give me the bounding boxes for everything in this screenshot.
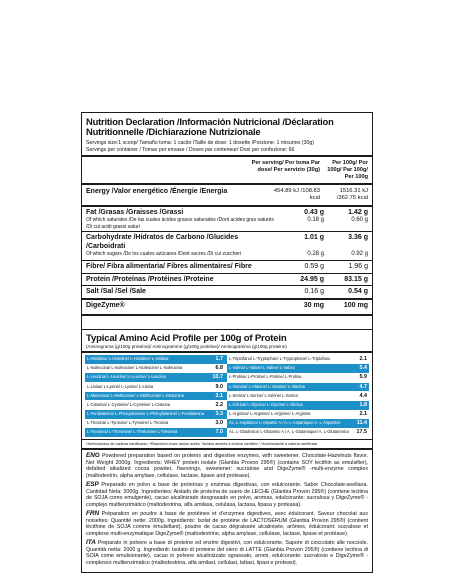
ingredients-text: Powdered preparation based on proteins and digestive enzymes, with sweetener. Chocolate-Hazelnuts flavor. Net Weight 2000g. Ingredients: WHEY protein isolate (Glanbia Provon 295®) (contains SOY lecithin as emulsifier), defatted alkalized cocoa powder, flavorings, sweetener: sucralose and DigeZyme® -multi-enzyme complex (maltodextrin, alpha amylase, cellulase, lactase, lipase and protease). xyxy=(86,452,368,480)
amino-value: 4.7 xyxy=(359,383,367,390)
amino-row xyxy=(85,428,369,437)
protein-label: Protein /Proteínas /Protéines /Proteine xyxy=(86,275,214,283)
amino-name: L-Tirosina/ L-Tyrosine/ L-Tyrosine/ L-Tirosina xyxy=(87,420,169,426)
amino-name: L-Triptófano/ L-Tryptophan/ L-Tryptophane/ L-Triptofano xyxy=(229,355,331,361)
amino-name: L-Isoleucina/ L-Isoleucine/ L-Isoleucine/ L-Isoleucina xyxy=(87,365,183,371)
amino-name: L-Valina/ L-Valine/ L-Valine/ L-Valina xyxy=(229,365,295,371)
amino-value: 2.2 xyxy=(215,401,223,408)
ingredients-paragraph xyxy=(86,481,368,509)
saturates-per-100g: 0.60 g xyxy=(351,217,368,224)
amino-cell-left xyxy=(85,401,227,410)
amino-cell-right xyxy=(227,355,369,364)
protein-per-serving: 24.95 g xyxy=(300,275,324,283)
amino-cell-right xyxy=(227,364,369,373)
amino-value: 10.7 xyxy=(212,374,223,381)
amino-value: 1.7 xyxy=(215,355,223,362)
amino-name: Ác. L-Glutámico/ L-Glutamic A./ A. L-Glutamique/ A. L-Glutammico xyxy=(229,429,350,435)
amino-row xyxy=(85,419,369,428)
amino-cell-left xyxy=(85,392,227,401)
amino-value: 3.0 xyxy=(215,420,223,427)
amino-cell-right xyxy=(227,373,369,382)
digezyme-per-100g: 100 mg xyxy=(343,302,368,310)
fibre-row xyxy=(82,261,372,274)
amino-name: L-Arginina/ L-Arginine/ L-Arginine/ L-Arginina xyxy=(229,411,311,417)
amino-cell-right xyxy=(227,401,369,410)
ingredients-block xyxy=(82,448,372,572)
sugars-label: Of which sugars /De los cuales azúcares /Dont sucres /Di cui zuccheri xyxy=(86,251,242,258)
amino-cell-right xyxy=(227,410,369,419)
amino-value: 17.5 xyxy=(356,429,367,436)
amino-cell-left xyxy=(85,383,227,392)
amino-title: Typical Amino Acid Profile per 100g of Protein xyxy=(86,332,287,344)
amino-value: 7.0 xyxy=(215,429,223,436)
ingredients-text: Preparato in polvere a base di proteine ed enzimi digestivi, con edulcorante. Sapore di cioccolato alle nocciole. Quantità netta: 2000 g. Ingredienti: Isolato di proteine del siero di LATTE (Glanbia Provon 295®) (contiene lecitina di SOIA come emulsionante), cacao in polvere alcalinizzato sgrassato, aromi, edulcorante: sucralosio e DigeZyme® -complesso multienzimatico (maltodestrina, alfa amilasi, cellulasi, lattasi, lipasi e proteasi). xyxy=(86,539,368,567)
amino-value: 2.1 xyxy=(359,411,367,418)
digezyme-per-serving: 30 mg xyxy=(303,302,324,310)
servings-per-container: Servings per container / Tomas por envase / Doses par conteneur/ Dosi per confezione: 66 xyxy=(86,146,295,153)
amino-value: 5.4 xyxy=(359,365,367,372)
digezyme-label: DigeZyme® xyxy=(86,302,125,310)
carbohydrate-per-serving: 1.01 g xyxy=(304,233,324,241)
amino-cell-left xyxy=(85,373,227,382)
energy-per-serving: 454.89 kJ /108.83 kcal xyxy=(273,188,320,202)
amino-cell-left xyxy=(85,355,227,364)
protein-per-100g: 83.15 g xyxy=(344,275,368,283)
amino-subtitle: (Aminograma (g/100g proteína)/ Aminogramme (g/100g protéine)/ Aminogramma (g/100g proteine) xyxy=(82,344,372,353)
ingredients-text: Preparado en polvo a base de proteínas y enzimas digestivas, con edulcorante. Sabor Chocolate-avellana. Cantidad Neta: 2000g. Ingredientes: Aislado de proteína de suero de LECHE (Glanbia Provon 295®) (contiene lecitina de SOJA como emulgente), cacao alcalinizado desgrasado en polvo, aromas, edulcorante: sucralosa y DigeZyme® -complejo multienzimático (maltodextrina, alfa amilasa, celulasa, lactasa, lipasa y proteasa). xyxy=(86,481,368,509)
digezyme-row xyxy=(82,300,372,316)
fat-per-100g: 1.42 g xyxy=(348,208,368,216)
amino-row xyxy=(85,392,369,401)
col-per-serving: Per serving/ Por toma Par dose/ Per servizio (30g) xyxy=(251,160,320,174)
ingredients-paragraph xyxy=(86,539,368,567)
saturates-label: Of which saturates /De las cuales ácidos grasos saturados /Dont acides gras saturés /Di cui acidi grassi saturi xyxy=(86,217,274,230)
amino-name: L-Glicina/ L-Glycine/ L-Glycine/ L-Glicina xyxy=(229,401,303,407)
salt-per-100g: 0.54 g xyxy=(348,288,368,296)
sugars-per-serving: 0.28 g xyxy=(307,251,324,258)
amino-cell-left xyxy=(85,419,227,428)
amino-value: 4.4 xyxy=(359,392,367,399)
amino-name: L-Serina/ L-Serine/ L-Sérine/ L-Serina xyxy=(229,392,298,398)
serving-info xyxy=(82,140,372,158)
sugars-per-100g: 0.92 g xyxy=(351,251,368,258)
amino-name: L-Leucina/ L-Leucine/ L-Leucine/ L-Leucina xyxy=(87,374,166,380)
energy-row xyxy=(82,185,372,206)
amino-cell-right xyxy=(227,383,369,392)
energy-label: Energy /Valor energético /Énergie /Energia xyxy=(86,188,228,196)
amino-row xyxy=(85,383,369,392)
energy-per-100g: 1516.31 kJ /362.75 kcal xyxy=(336,188,368,202)
carbohydrate-block xyxy=(82,232,372,261)
amino-cell-left xyxy=(85,364,227,373)
amino-row xyxy=(85,373,369,382)
amino-row xyxy=(85,401,369,410)
amino-name: L-Histidina/ L-Histidine/ L-Histidine/ L-Istidina xyxy=(87,355,169,361)
amino-row xyxy=(85,410,369,419)
serving-size: Servings size:1 scoop/ Tamaño toma: 1 cacito /Taille de dose: 1 dosette /Porzione: 1 misurino (30g) xyxy=(86,139,314,146)
amino-value: 6.8 xyxy=(215,365,223,372)
ingredients-paragraph xyxy=(86,510,368,538)
language-code: ENG xyxy=(86,451,100,459)
amino-row xyxy=(85,364,369,373)
ingredients-paragraph xyxy=(86,452,368,480)
amino-value: 9.0 xyxy=(215,383,223,390)
ingredients-text: Préparation en poudre à base de protéines et d'enzymes digestives, avec édulcorant. Saveur chocolat aux noisettes. Quantité nette: 2000g. Ingrédients: Isolat de protéine de LACTOSÉRUM (Glanbia Provon 295®) (contient lécithine de SOJA comme émulsifiant), poudre de cacao dégraissée alcalinisée, arômes, édulcorant: sucralose et complexe multi-enzymatique DigeZyme® (maltodextrine, alpha amylase, cellulase, lactase, lipase et protéase). xyxy=(86,510,368,538)
salt-per-serving: 0.16 g xyxy=(304,288,324,296)
amino-cell-left xyxy=(85,410,227,419)
amino-name: L-Lisina/ L-Lysine/ L-Lysine/ L-Lisina xyxy=(87,383,154,389)
nutrition-label xyxy=(81,112,373,573)
amino-value: 2.1 xyxy=(359,355,367,362)
amino-cell-left xyxy=(85,428,227,437)
amino-grid xyxy=(82,353,372,439)
amino-cell-right xyxy=(227,392,369,401)
amino-footnote: *Aminoácidos de cadena ramificada / *Branched-chain amino acids/ *Acides aminés à chaîne ramifiée / *Amminoacidi a catena ramificata xyxy=(82,439,372,448)
salt-label: Salt /Sal /Sel /Sale xyxy=(86,288,146,296)
carbohydrate-label: Carbohydrate /Hidratos de Carbono /Glucides /Carboidrati xyxy=(86,233,239,250)
amino-name: L-Prolina/ L-Proline/ L-Proline/ L-Prolina xyxy=(229,374,302,380)
amino-name: L-Fenilalanina/ L-Phenylalanine/ L-Phénylalanine/ L-Fenilalanina xyxy=(87,411,204,417)
amino-name: L-Cisteína/ L-Cysteine/ L-Cystéine/ L-Cisteina xyxy=(87,401,171,407)
nutrition-header-row xyxy=(82,157,372,185)
amino-name: L-Alanina/ L-Alanine/ L-Alanine/ L-Alanina xyxy=(229,383,306,389)
amino-name: L-Treonina/ L-Threonine/ L-Thréonine/ L-Treonina xyxy=(87,429,178,435)
carbohydrate-per-100g: 3.36 g xyxy=(348,233,368,241)
fat-per-serving: 0.43 g xyxy=(304,208,324,216)
fibre-per-100g: 1.96 g xyxy=(348,262,368,270)
nutrition-title: Nutrition Declaration /Información Nutricional /Déclaration Nutritionnelle /Dichiarazione Nutrizionale xyxy=(86,116,334,137)
amino-cell-right xyxy=(227,428,369,437)
amino-value: 1.8 xyxy=(359,401,367,408)
amino-name: L-Metionina/ L-Methionine/ L-Méthionine/ L-Metionina xyxy=(87,392,184,398)
amino-value: 2.1 xyxy=(215,392,223,399)
language-code: ESP xyxy=(86,480,99,488)
fat-label: Fat /Grasas /Graisses /Grassi xyxy=(86,208,184,216)
amino-value: 3.3 xyxy=(215,411,223,418)
language-code: ITA xyxy=(86,538,96,546)
amino-row xyxy=(85,355,369,364)
amino-value: 11.4 xyxy=(356,420,367,427)
salt-row xyxy=(82,286,372,300)
col-per-100g: Per 100g/ Por 100g/ Par 100g/ Per 100g xyxy=(327,160,368,181)
amino-name: Ác. L-Aspártico/ L-Aspartic A./ A. L-Aspartique/ A. L-Aspartico xyxy=(229,420,341,426)
fat-block xyxy=(82,207,372,232)
language-code: FRN xyxy=(86,509,100,517)
protein-row xyxy=(82,274,372,287)
saturates-per-serving: 0.18 g xyxy=(307,217,324,224)
fibre-per-serving: 0.59 g xyxy=(304,262,324,270)
amino-cell-right xyxy=(227,419,369,428)
amino-value: 5.9 xyxy=(359,374,367,381)
fibre-label: Fibre/ Fibra alimentaria/ Fibres alimentaires/ Fibre xyxy=(86,262,252,270)
section-gap xyxy=(82,316,372,330)
